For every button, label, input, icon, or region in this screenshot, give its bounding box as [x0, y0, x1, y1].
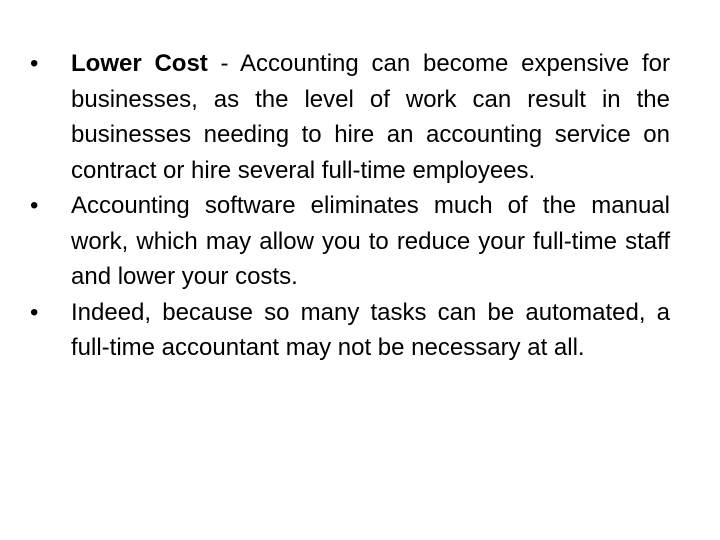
bullet-icon: • — [30, 50, 39, 77]
bullet-icon: • — [30, 192, 39, 219]
bullet-icon: • — [30, 298, 39, 326]
bullet-item-lower-cost — [30, 46, 670, 188]
bullet-item-automation — [30, 295, 670, 366]
bullet-text: Indeed, because so many tasks can be automated, a full-time accountant may not be necessary at all. — [71, 298, 670, 361]
bullet-item-software — [30, 188, 670, 295]
bullet-list — [30, 46, 670, 366]
bullet-text: Accounting software eliminates much of the manual work, which may allow you to reduce your full-time staff and lower your costs. — [71, 192, 670, 290]
bullet-text: - Accounting can become expensive for businesses, as the level of work can result in the businesses needing to hire an accounting service on contract or hire several full-time employees. — [71, 50, 670, 184]
bullet-lead-bold: Lower Cost — [71, 50, 208, 77]
